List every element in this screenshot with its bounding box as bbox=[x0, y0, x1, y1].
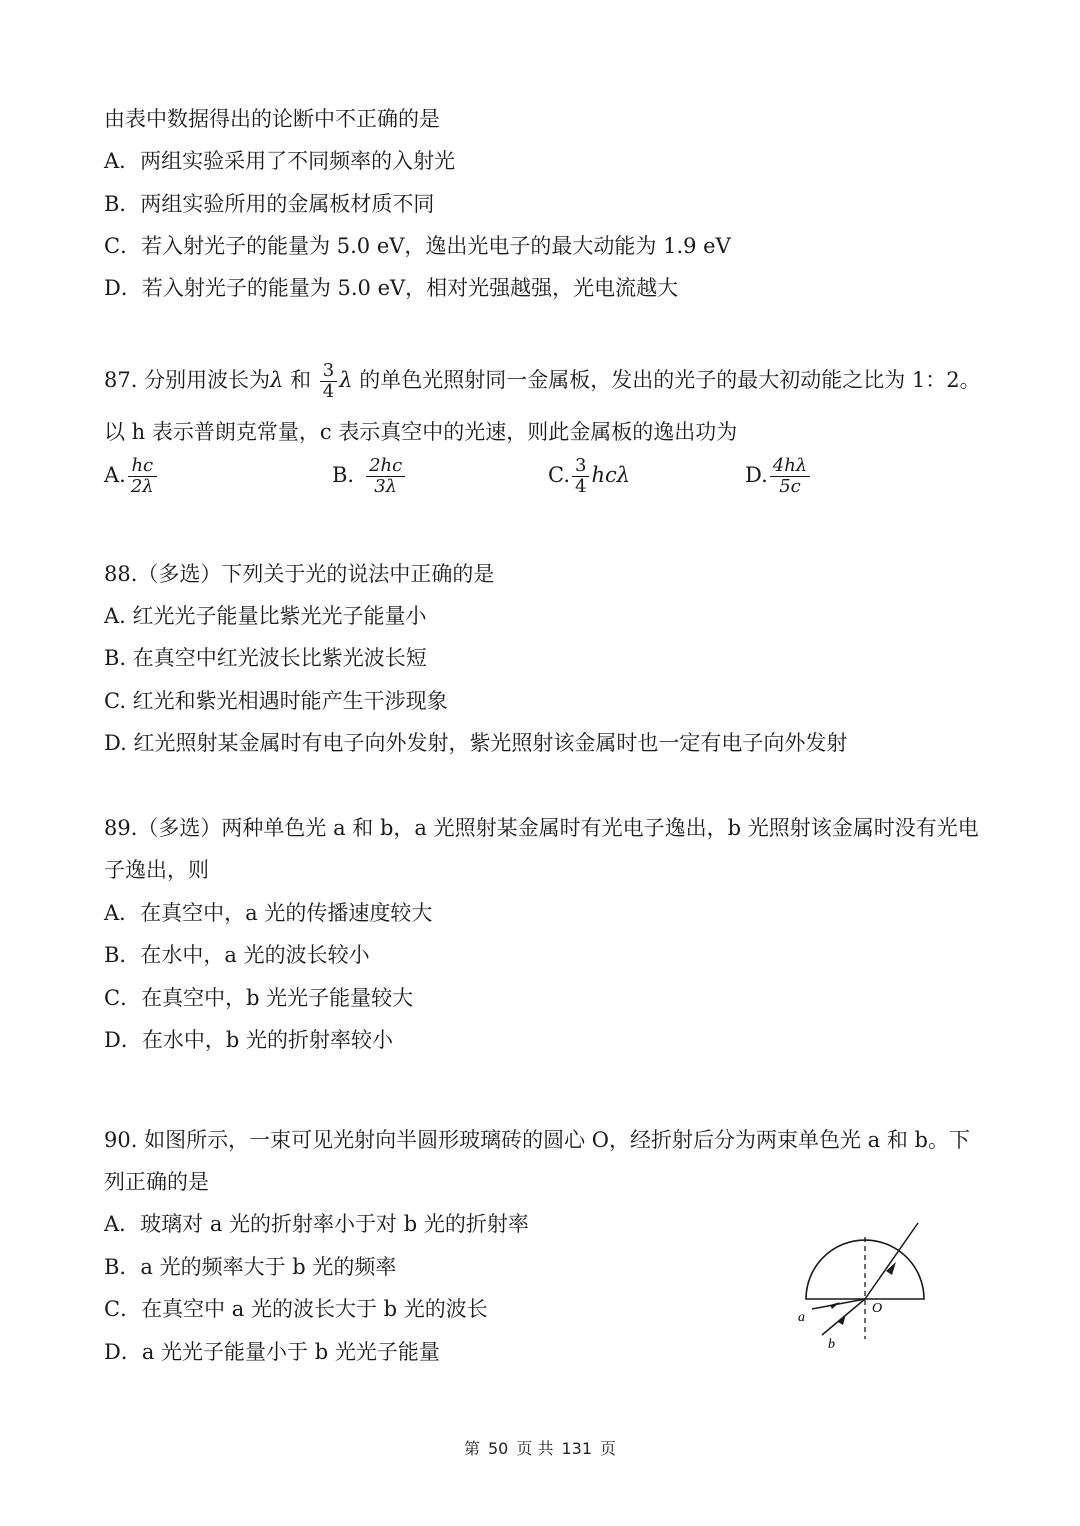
q87-option-b-label: B. bbox=[332, 463, 355, 487]
q87-frac-den: 4 bbox=[322, 381, 335, 402]
label-o: O bbox=[872, 1301, 883, 1316]
q87-option-c-label: C. bbox=[548, 463, 570, 487]
incident-ray-arrow bbox=[886, 1262, 896, 1275]
q86-option-b: B．两组实验所用的金属板材质不同 bbox=[104, 192, 435, 216]
q89-stem-line2: 子逸出，则 bbox=[104, 858, 209, 882]
q89-option-d: D．在水中，b 光的折射率较小 bbox=[104, 1028, 393, 1052]
q87-option-c-den: 4 bbox=[575, 476, 587, 497]
footer-prefix: 第 bbox=[463, 1439, 480, 1458]
semicircle-glass-diagram bbox=[790, 1215, 940, 1355]
q87-option-c-suffix: hcλ bbox=[591, 463, 631, 487]
q88-option-d: D. 红光照射某金属时有电子向外发射，紫光照射该金属时也一定有电子向外发射 bbox=[104, 731, 848, 755]
q87-option-d-num: 4hλ bbox=[770, 456, 810, 477]
q86-option-a: A．两组实验采用了不同频率的入射光 bbox=[104, 149, 456, 173]
q87-option-b-num: 2hc bbox=[366, 456, 405, 477]
q89-option-b: B．在水中，a 光的波长较小 bbox=[104, 943, 370, 967]
ray-a bbox=[812, 1299, 865, 1309]
footer-mid: 页 共 bbox=[516, 1439, 554, 1458]
q87-option-d-den: 5c bbox=[779, 476, 801, 497]
q87-option-c-num: 3 bbox=[572, 456, 589, 477]
q90-option-b: B．a 光的频率大于 b 光的频率 bbox=[104, 1255, 397, 1279]
q87-stem bbox=[104, 352, 981, 408]
q87-option-a-num: hc bbox=[128, 456, 157, 477]
q87-lambda-2: λ bbox=[339, 368, 353, 392]
q87-option-c-fraction bbox=[572, 456, 589, 497]
q87-option-b bbox=[332, 456, 407, 497]
q86-stem: 由表中数据得出的论断中不正确的是 bbox=[104, 107, 440, 131]
q87-option-a-den: 2λ bbox=[130, 476, 154, 497]
q90-stem-line1: 90. 如图所示，一束可见光射向半圆形玻璃砖的圆心 O，经折射后分为两束单色光 a 和 b。下 bbox=[104, 1128, 970, 1152]
q89-option-c: C．在真空中，b 光光子能量较大 bbox=[104, 986, 414, 1010]
q87-fraction bbox=[320, 361, 337, 402]
q87-option-d-label: D. bbox=[745, 463, 768, 487]
q88-option-b: B. 在真空中红光波长比紫光波长短 bbox=[104, 646, 427, 670]
q88-option-a: A. 红光光子能量比紫光光子能量小 bbox=[104, 604, 427, 628]
q87-option-a bbox=[104, 456, 159, 497]
q89-stem-line1: 89.（多选）两种单色光 a 和 b，a 光照射某金属时有光电子逸出，b 光照射该金属时没有光电 bbox=[104, 816, 979, 840]
q88-option-c: C. 红光和紫光相遇时能产生干涉现象 bbox=[104, 689, 448, 713]
q88-stem: 88.（多选）下列关于光的说法中正确的是 bbox=[104, 562, 495, 586]
footer-suffix: 页 bbox=[600, 1439, 617, 1458]
ray-b-arrow bbox=[838, 1314, 846, 1325]
q90-stem-line2: 列正确的是 bbox=[104, 1170, 209, 1194]
q87-option-d bbox=[745, 456, 812, 497]
q87-option-c bbox=[548, 456, 630, 497]
q87-option-b-den: 3λ bbox=[374, 476, 398, 497]
q89-option-a: A．在真空中，a 光的传播速度较大 bbox=[104, 901, 433, 925]
q87-stem-part3: 的单色光照射同一金属板，发出的光子的最大初动能之比为 1：2。 bbox=[359, 368, 981, 392]
footer-page-total: 131 bbox=[561, 1439, 592, 1458]
q87-option-b-fraction bbox=[366, 456, 405, 497]
label-b: b bbox=[828, 1337, 835, 1352]
q87-stem-part1: 87. 分别用波长为 bbox=[104, 368, 271, 392]
q87-option-a-fraction bbox=[128, 456, 157, 497]
ray-a-arrow bbox=[830, 1302, 840, 1309]
q87-frac-num: 3 bbox=[320, 361, 337, 382]
q90-option-c: C．在真空中 a 光的波长大于 b 光的波长 bbox=[104, 1297, 488, 1321]
q87-stem-line2: 以 h 表示普朗克常量，c 表示真空中的光速，则此金属板的逸出功为 bbox=[104, 420, 738, 444]
q87-option-d-fraction bbox=[770, 456, 810, 497]
label-a: a bbox=[798, 1310, 805, 1325]
q86-option-c: C．若入射光子的能量为 5.0 eV，逸出光电子的最大动能为 1.9 eV bbox=[104, 234, 731, 258]
page-footer bbox=[0, 1436, 1080, 1459]
q86-option-d: D．若入射光子的能量为 5.0 eV，相对光强越强，光电流越大 bbox=[104, 276, 679, 300]
q90-option-a: A．玻璃对 a 光的折射率小于对 b 光的折射率 bbox=[104, 1212, 529, 1236]
footer-page-num: 50 bbox=[488, 1439, 509, 1458]
q87-stem-part2: 和 bbox=[290, 368, 312, 392]
q87-lambda-1: λ bbox=[270, 368, 284, 392]
q87-option-a-label: A. bbox=[104, 463, 126, 487]
q90-option-d: D．a 光光子能量小于 b 光光子能量 bbox=[104, 1340, 440, 1364]
